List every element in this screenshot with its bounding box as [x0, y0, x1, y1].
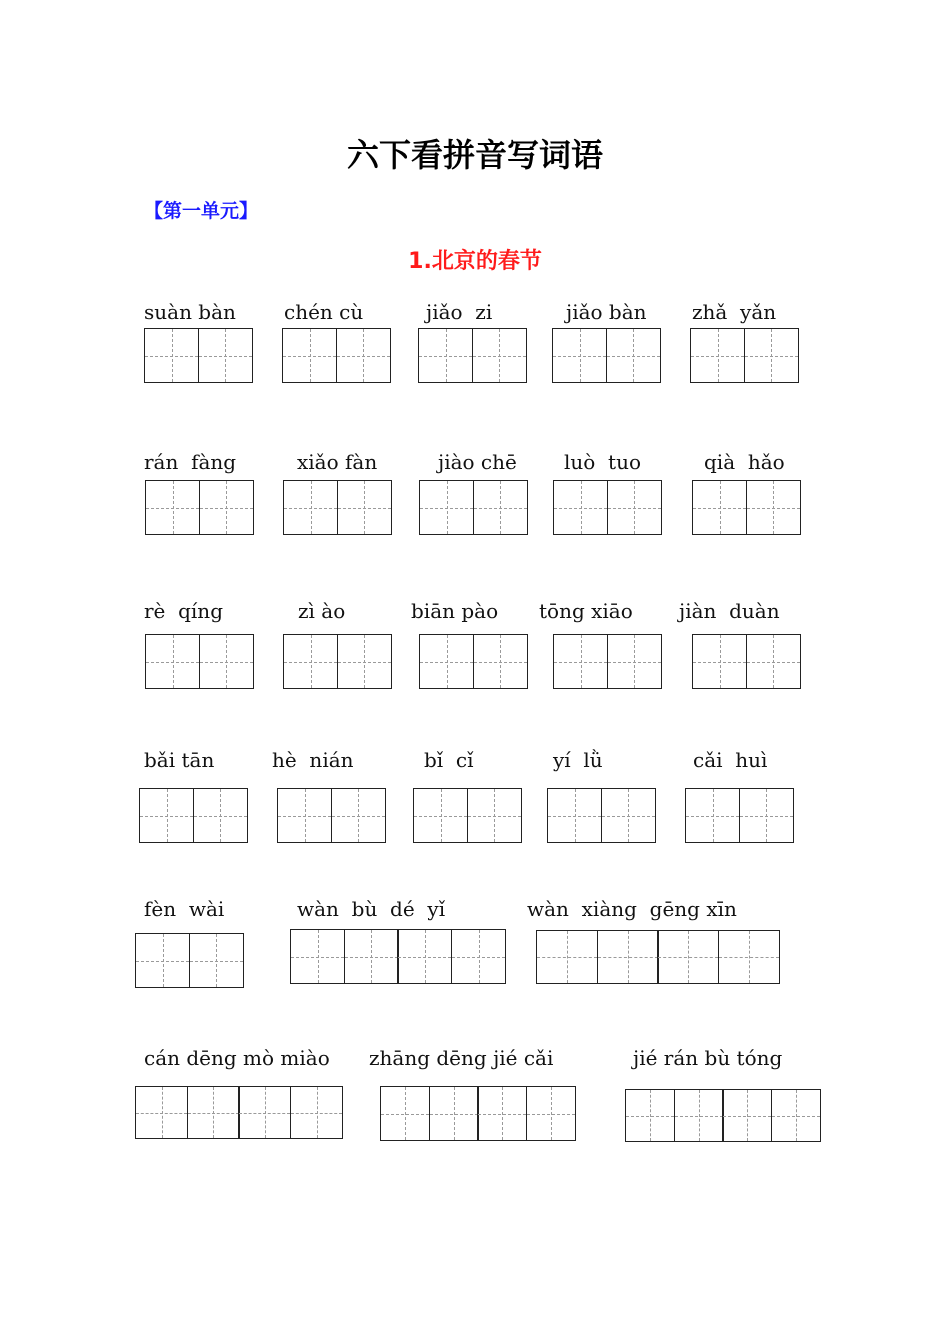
writing-grid[interactable] [290, 929, 505, 984]
pinyin-label: zì ào [298, 599, 346, 623]
writing-cell[interactable] [477, 1086, 527, 1141]
writing-cell[interactable] [290, 929, 345, 984]
writing-cell[interactable] [199, 634, 254, 689]
pinyin-label: jié rán bù tóng [633, 1046, 783, 1070]
writing-cell[interactable] [413, 788, 468, 843]
writing-grid[interactable] [685, 788, 792, 843]
writing-cell[interactable] [282, 328, 337, 383]
pinyin-label: wàn xiàng gēng xīn [527, 897, 737, 921]
writing-cell[interactable] [607, 634, 662, 689]
writing-grid[interactable] [135, 1086, 342, 1139]
pinyin-label: tōng xiāo [539, 599, 633, 623]
writing-cell[interactable] [337, 480, 392, 535]
writing-grid[interactable] [283, 480, 390, 535]
writing-cell[interactable] [198, 328, 253, 383]
pinyin-label: qià hǎo [704, 450, 785, 474]
writing-cell[interactable] [451, 929, 506, 984]
pinyin-label: jiào chē [438, 450, 517, 474]
writing-cell[interactable] [336, 328, 391, 383]
pinyin-label: jiǎo zi [426, 300, 493, 324]
writing-cell[interactable] [685, 788, 740, 843]
writing-grid[interactable] [419, 634, 526, 689]
writing-cell[interactable] [418, 328, 473, 383]
writing-cell[interactable] [467, 788, 522, 843]
writing-grid[interactable] [145, 634, 252, 689]
writing-grid[interactable] [553, 480, 660, 535]
writing-grid[interactable] [419, 480, 526, 535]
writing-grid[interactable] [145, 480, 252, 535]
writing-cell[interactable] [472, 328, 527, 383]
writing-cell[interactable] [187, 1086, 240, 1139]
unit-heading: 【第一单元】 [144, 200, 259, 222]
writing-cell[interactable] [771, 1089, 821, 1142]
writing-cell[interactable] [553, 634, 608, 689]
writing-cell[interactable] [552, 328, 607, 383]
writing-cell[interactable] [283, 634, 338, 689]
pinyin-label: rán fàng [144, 450, 237, 474]
writing-cell[interactable] [718, 930, 780, 984]
writing-cell[interactable] [601, 788, 656, 843]
writing-cell[interactable] [657, 930, 719, 984]
writing-cell[interactable] [397, 929, 452, 984]
pinyin-label: luò tuo [564, 450, 641, 474]
pinyin-label: biān pào [411, 599, 499, 623]
writing-cell[interactable] [419, 480, 474, 535]
writing-cell[interactable] [536, 930, 598, 984]
pinyin-label: jiàn duàn [679, 599, 780, 623]
writing-cell[interactable] [429, 1086, 479, 1141]
writing-cell[interactable] [193, 788, 248, 843]
writing-cell[interactable] [553, 480, 608, 535]
writing-cell[interactable] [283, 480, 338, 535]
writing-cell[interactable] [692, 634, 747, 689]
writing-cell[interactable] [722, 1089, 772, 1142]
writing-cell[interactable] [746, 480, 801, 535]
writing-cell[interactable] [199, 480, 254, 535]
writing-cell[interactable] [139, 788, 194, 843]
writing-grid[interactable] [139, 788, 246, 843]
writing-grid[interactable] [690, 328, 797, 383]
writing-cell[interactable] [606, 328, 661, 383]
writing-cell[interactable] [380, 1086, 430, 1141]
writing-cell[interactable] [238, 1086, 291, 1139]
writing-cell[interactable] [473, 634, 528, 689]
writing-grid[interactable] [692, 634, 799, 689]
writing-grid[interactable] [625, 1089, 820, 1142]
pinyin-label: suàn bàn [144, 300, 236, 324]
pinyin-label: cǎi huì [693, 748, 768, 772]
writing-cell[interactable] [547, 788, 602, 843]
writing-grid[interactable] [135, 933, 242, 988]
writing-grid[interactable] [553, 634, 660, 689]
writing-grid[interactable] [380, 1086, 575, 1141]
writing-cell[interactable] [331, 788, 386, 843]
writing-cell[interactable] [145, 480, 200, 535]
pinyin-label: fèn wài [144, 897, 225, 921]
writing-cell[interactable] [674, 1089, 724, 1142]
writing-cell[interactable] [692, 480, 747, 535]
writing-cell[interactable] [337, 634, 392, 689]
pinyin-label: zhǎ yǎn [692, 300, 777, 324]
writing-cell[interactable] [145, 634, 200, 689]
writing-cell[interactable] [744, 328, 799, 383]
pinyin-label: yí lǜ [553, 748, 603, 772]
writing-cell[interactable] [690, 328, 745, 383]
writing-grid[interactable] [552, 328, 659, 383]
pinyin-label: zhāng dēng jié cǎi [369, 1046, 554, 1070]
writing-cell[interactable] [746, 634, 801, 689]
writing-cell[interactable] [144, 328, 199, 383]
writing-cell[interactable] [597, 930, 659, 984]
writing-cell[interactable] [290, 1086, 343, 1139]
writing-grid[interactable] [692, 480, 799, 535]
writing-cell[interactable] [473, 480, 528, 535]
pinyin-label: bǐ cǐ [424, 748, 474, 772]
writing-cell[interactable] [607, 480, 662, 535]
writing-cell[interactable] [419, 634, 474, 689]
pinyin-label: bǎi tān [144, 748, 215, 772]
writing-cell[interactable] [526, 1086, 576, 1141]
writing-cell[interactable] [344, 929, 399, 984]
writing-cell[interactable] [739, 788, 794, 843]
writing-grid[interactable] [144, 328, 251, 383]
pinyin-label: rè qíng [144, 599, 223, 623]
writing-grid[interactable] [277, 788, 384, 843]
writing-cell[interactable] [135, 933, 190, 988]
writing-cell[interactable] [277, 788, 332, 843]
writing-grid[interactable] [547, 788, 654, 843]
pinyin-label: jiǎo bàn [566, 300, 647, 324]
lesson-heading: 1.北京的春节 [408, 249, 542, 274]
writing-grid[interactable] [418, 328, 525, 383]
pinyin-label: hè nián [272, 748, 354, 772]
writing-cell[interactable] [189, 933, 244, 988]
writing-grid[interactable] [413, 788, 520, 843]
pinyin-label: cán dēng mò miào [144, 1046, 330, 1070]
pinyin-label: wàn bù dé yǐ [297, 897, 446, 921]
writing-cell[interactable] [135, 1086, 188, 1139]
pinyin-label: xiǎo fàn [297, 450, 378, 474]
writing-grid[interactable] [282, 328, 389, 383]
writing-grid[interactable] [536, 930, 779, 984]
writing-cell[interactable] [625, 1089, 675, 1142]
writing-grid[interactable] [283, 634, 390, 689]
page-title: 六下看拼音写词语 [346, 136, 603, 174]
pinyin-label: chén cù [284, 300, 364, 324]
